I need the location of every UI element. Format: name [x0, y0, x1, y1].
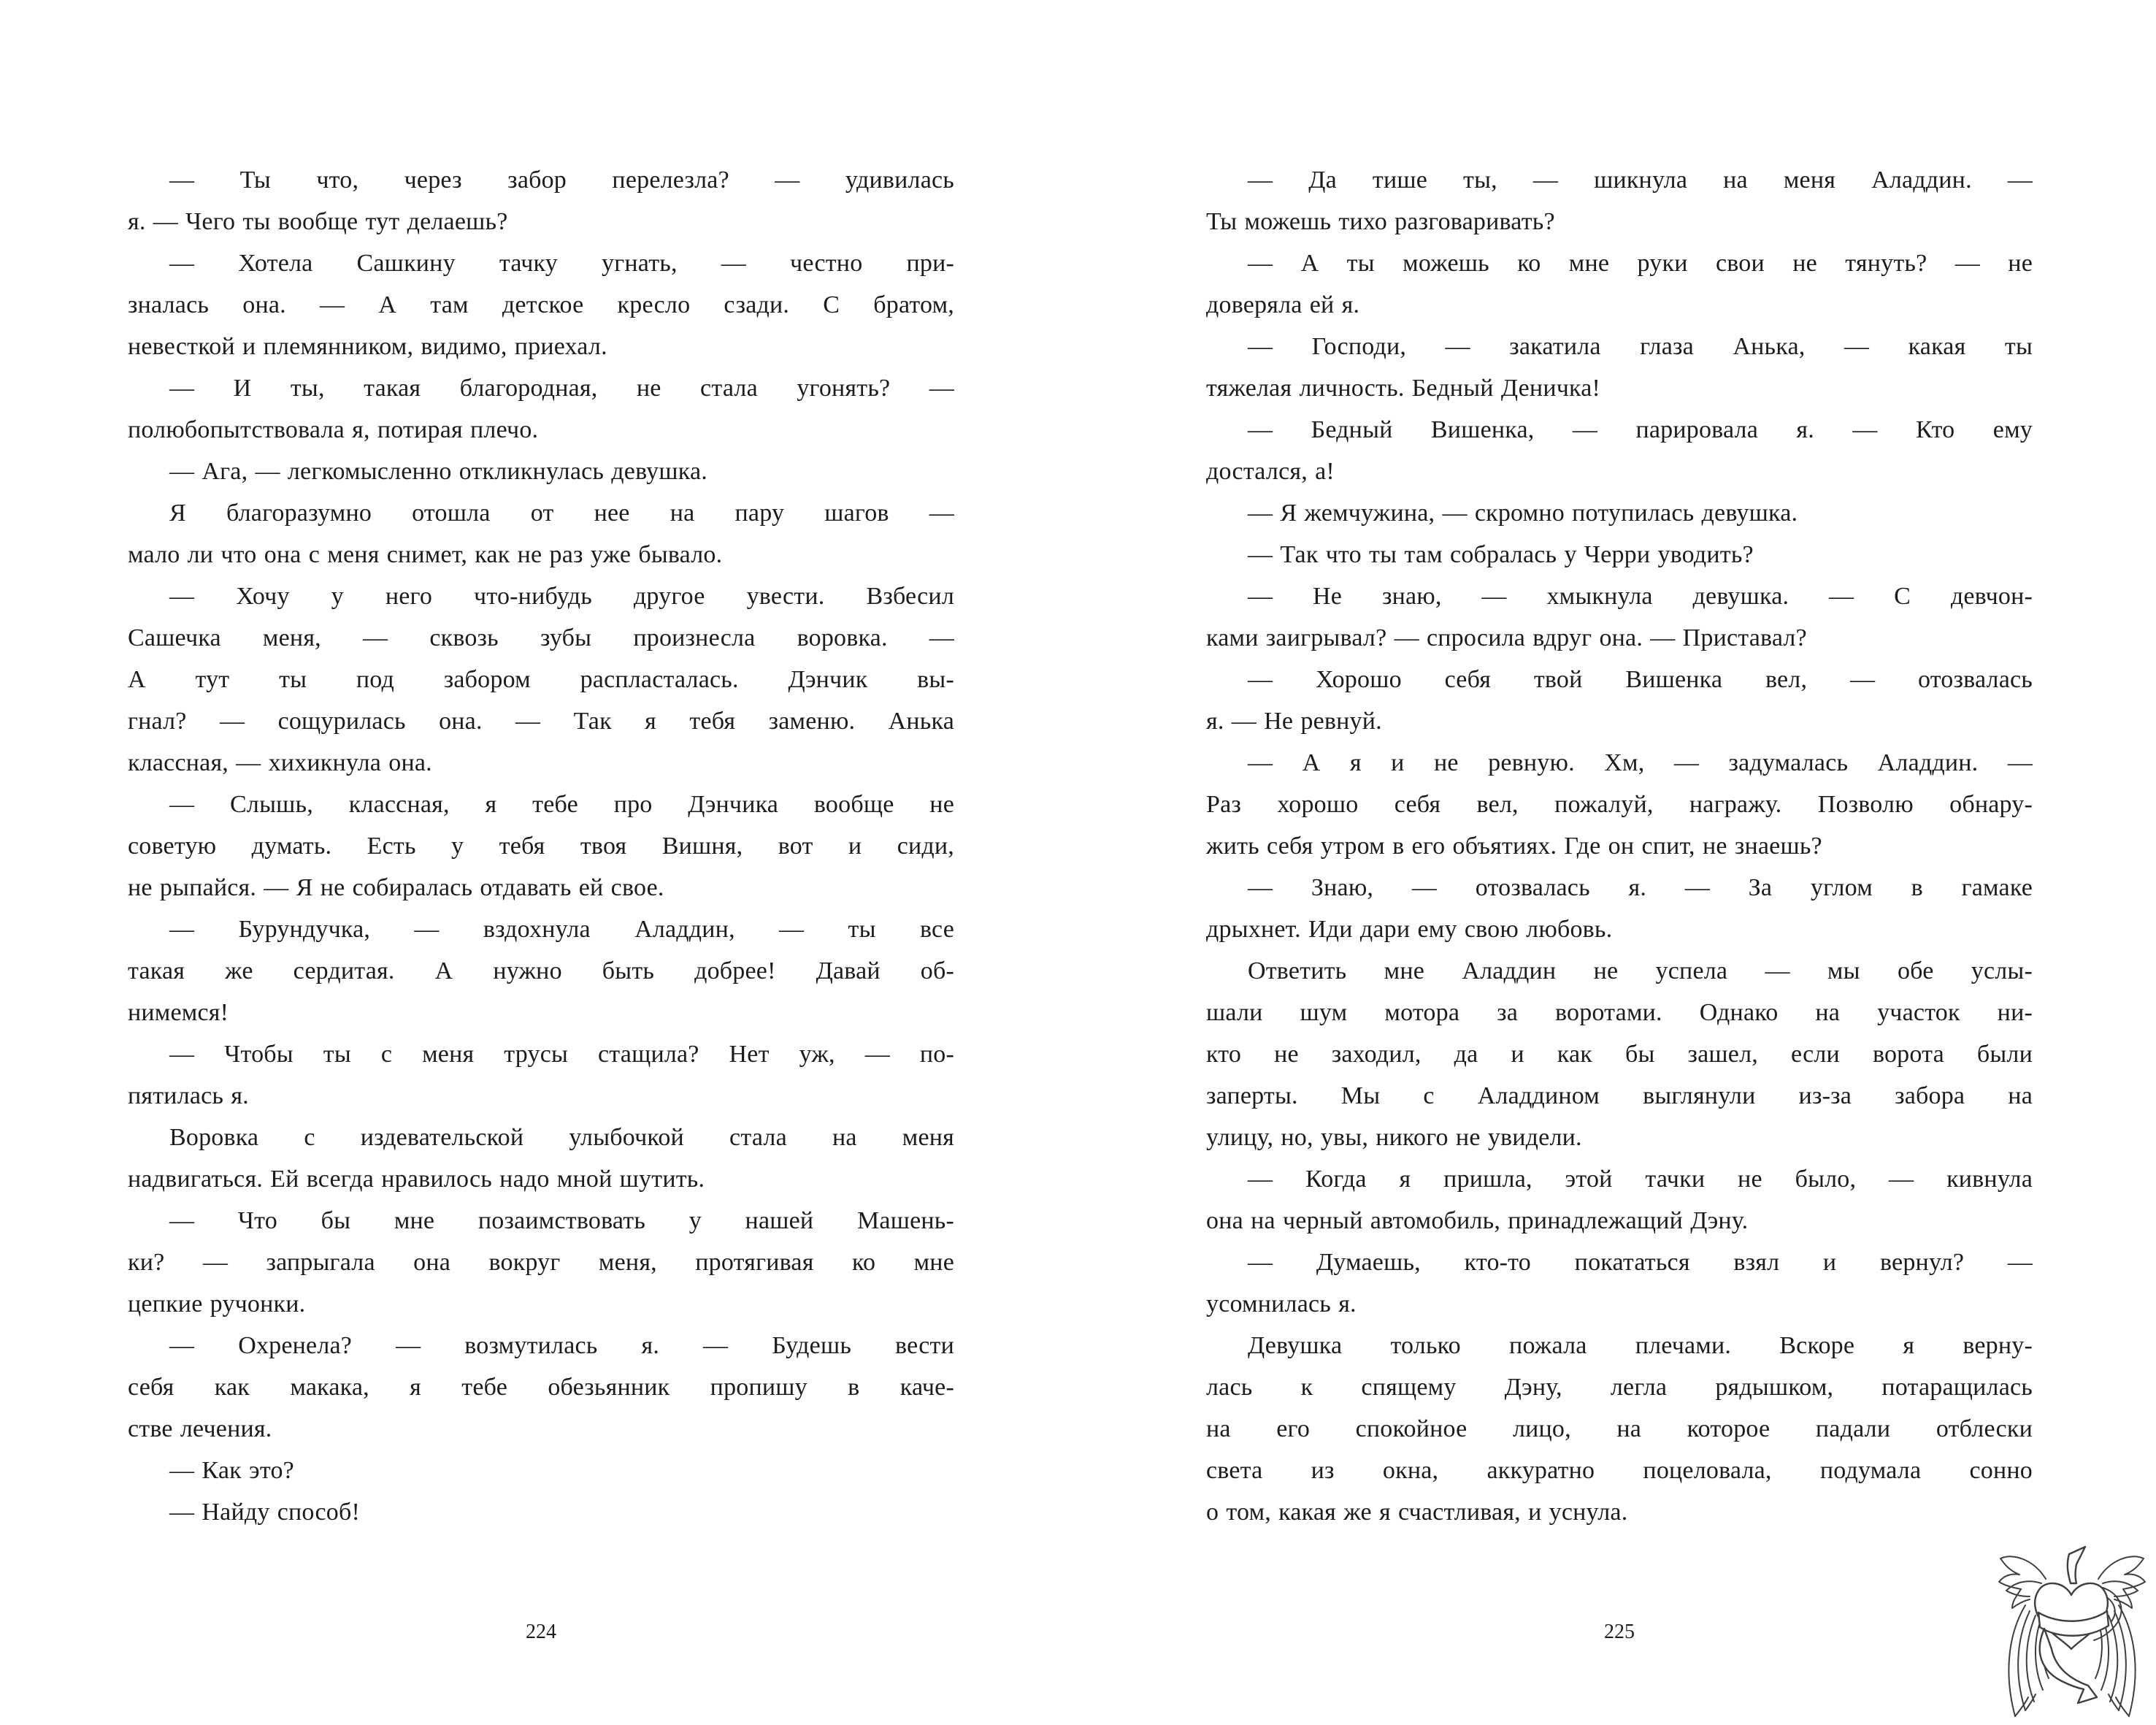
text-line: не рыпайся. — Я не собиралась отдавать ей свое.: [128, 874, 664, 901]
text-line: — Найду способ!: [169, 1499, 360, 1526]
text-line: — Что бы мне позаимствовать у нашей Машень-: [169, 1207, 954, 1234]
text-line: Ты можешь тихо разговаривать?: [1206, 208, 1555, 235]
text-line: стве лечения.: [128, 1415, 272, 1442]
text-line: советую думать. Есть у тебя твоя Вишня, вот и сиди,: [128, 833, 954, 860]
text-line: ками заигрывал? — спросила вдруг она. — Приставал?: [1206, 624, 1807, 651]
text-line: — Знаю, — отозвалась я. — За углом в гамаке: [1248, 874, 2033, 901]
text-line: — А я и не ревную. Хм, — задумалась Аладдин. —: [1248, 749, 2033, 776]
text-line: Девушка только пожала плечами. Вскоре я верну-: [1248, 1332, 2033, 1359]
text-line: она на черный автомобиль, принадлежащий Дэну.: [1206, 1207, 1749, 1234]
text-line: о том, какая же я счастливая, и уснула.: [1206, 1499, 1628, 1526]
text-line: — Да тише ты, — шикнула на меня Аладдин. —: [1248, 167, 2033, 194]
text-line: — Ты что, через забор перелезла? — удивилась: [169, 167, 954, 194]
text-line: усомнилась я.: [1206, 1290, 1357, 1317]
text-line: — Хотела Сашкину тачку угнать, — честно при-: [169, 250, 954, 277]
text-line: — Бедный Вишенка, — парировала я. — Кто ему: [1248, 416, 2033, 443]
text-line: полюбопытствовала я, потирая плечо.: [128, 416, 539, 443]
text-line: надвигаться. Ей всегда нравилось надо мной шутить.: [128, 1166, 705, 1193]
text-line: — Бурундучка, — вздохнула Аладдин, — ты все: [169, 916, 954, 943]
page-number-right: 225: [1604, 1621, 1635, 1643]
text-line: — Так что ты там собралась у Черри уводить?: [1248, 541, 1754, 568]
text-line: — Слышь, классная, я тебе про Дэнчика вообще не: [169, 791, 954, 818]
right-page-text: [1206, 159, 2033, 1533]
text-line: — И ты, такая благородная, не стала угонять? —: [169, 375, 954, 402]
text-line: Раз хорошо себя вел, пожалуй, награжу. Позволю обнару-: [1206, 791, 2033, 818]
text-line: заперты. Мы с Аладдином выглянули из-за забора на: [1206, 1082, 2033, 1109]
text-line: гнал? — сощурилась она. — Так я тебя заменю. Анька: [128, 708, 954, 735]
text-line: такая же сердитая. А нужно быть добрее! Давай об-: [128, 957, 954, 984]
text-line: — Когда я пришла, этой тачки не было, — кивнула: [1248, 1166, 2033, 1193]
text-line: достался, а!: [1206, 458, 1335, 485]
text-line: тяжелая личность. Бедный Деничка!: [1206, 375, 1601, 402]
text-line: — Я жемчужина, — скромно потупилась девушка.: [1248, 500, 1798, 527]
text-line: света из окна, аккуратно поцеловала, подумала сонно: [1206, 1457, 2033, 1484]
text-line: невесткой и племянником, видимо, приехал.: [128, 333, 607, 360]
text-line: — А ты можешь ко мне руки свои не тянуть? — не: [1248, 250, 2033, 277]
text-line: я. — Не ревнуй.: [1206, 708, 1382, 735]
winged-heart-ornament: [1995, 1535, 2155, 1725]
text-line: — Господи, — закатила глаза Анька, — какая ты: [1248, 333, 2033, 360]
text-line: мало ли что она с меня снимет, как не раз уже бывало.: [128, 541, 723, 568]
text-line: улицу, но, увы, никого не увидели.: [1206, 1124, 1582, 1151]
text-line: — Чтобы ты с меня трусы стащила? Нет уж, — по-: [169, 1041, 954, 1068]
text-line: себя как макака, я тебе обезьянник пропишу в каче-: [128, 1374, 954, 1401]
page-number-left: 224: [526, 1621, 556, 1643]
text-line: лась к спящему Дэну, легла рядышком, потаращилась: [1206, 1374, 2033, 1401]
text-line: — Хочу у него что-нибудь другое увести. Взбесил: [169, 583, 954, 610]
text-line: кто не заходил, да и как бы зашел, если ворота были: [1206, 1041, 2033, 1068]
text-line: шали шум мотора за воротами. Однако на участок ни-: [1206, 999, 2033, 1026]
text-line: — Не знаю, — хмыкнула девушка. — С девчон-: [1248, 583, 2033, 610]
text-line: жить себя утром в его объятиях. Где он спит, не знаешь?: [1206, 833, 1822, 860]
text-line: Ответить мне Аладдин не успела — мы обе услы-: [1248, 957, 2033, 984]
text-line: доверяла ей я.: [1206, 291, 1360, 318]
text-line: А тут ты под забором распласталась. Дэнчик вы-: [128, 666, 954, 693]
text-line: цепкие ручонки.: [128, 1290, 306, 1317]
text-line: — Охренела? — возмутилась я. — Будешь вести: [169, 1332, 954, 1359]
text-line: зналась она. — А там детское кресло сзади. С братом,: [128, 291, 954, 318]
text-line: Я благоразумно отошла от нее на пару шагов —: [169, 500, 954, 527]
text-line: дрыхнет. Иди дари ему свою любовь.: [1206, 916, 1613, 943]
text-line: пятилась я.: [128, 1082, 249, 1109]
text-line: — Ага, — легкомысленно откликнулась девушка.: [169, 458, 707, 485]
text-line: нимемся!: [128, 999, 229, 1026]
left-page-text: [128, 159, 954, 1533]
text-line: — Хорошо себя твой Вишенка вел, — отозвалась: [1248, 666, 2033, 693]
text-line: Сашечка меня, — сквозь зубы произнесла воровка. —: [128, 624, 954, 651]
text-line: я. — Чего ты вообще тут делаешь?: [128, 208, 508, 235]
text-line: ки? — запрыгала она вокруг меня, протягивая ко мне: [128, 1249, 954, 1276]
text-line: — Как это?: [169, 1457, 294, 1484]
text-line: — Думаешь, кто-то покататься взял и вернул? —: [1248, 1249, 2033, 1276]
text-line: на его спокойное лицо, на которое падали отблески: [1206, 1415, 2033, 1442]
text-line: Воровка с издевательской улыбочкой стала на меня: [169, 1124, 954, 1151]
text-line: классная, — хихикнула она.: [128, 749, 432, 776]
